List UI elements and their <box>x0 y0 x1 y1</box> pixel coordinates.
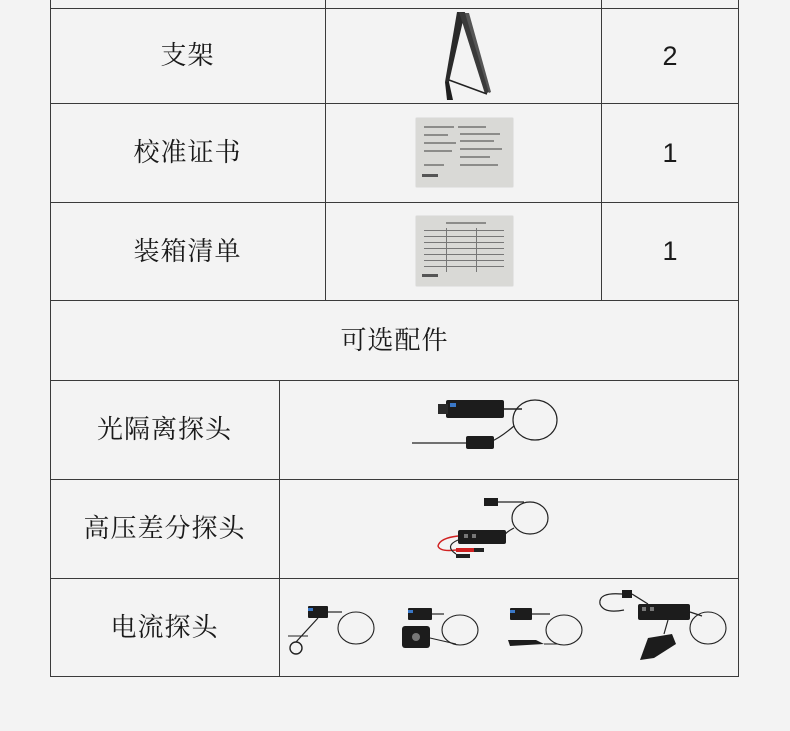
accessory-table <box>50 0 739 677</box>
optical-isolation-probe-icon <box>410 394 562 466</box>
grid-line <box>325 0 326 301</box>
certificate-icon <box>416 118 513 187</box>
item-name: 校准证书 <box>133 138 242 168</box>
item-name: 支架 <box>160 41 215 71</box>
item-name: 装箱清单 <box>133 236 242 267</box>
high-voltage-differential-probe-icon <box>434 492 554 564</box>
stand-icon <box>435 10 495 100</box>
item-name: 光隔离探头 <box>96 415 232 445</box>
item-name: 电流探头 <box>110 612 219 643</box>
grid-line <box>50 676 739 677</box>
item-quantity: 2 <box>662 40 678 71</box>
item-quantity: 1 <box>662 236 678 266</box>
grid-line <box>279 380 280 677</box>
item-name: 高压差分探头 <box>83 514 246 544</box>
optional-accessories-header: 可选配件 <box>340 325 449 356</box>
current-probe-icon <box>288 586 728 668</box>
packing-list-icon <box>416 216 513 286</box>
item-quantity: 1 <box>662 137 678 168</box>
